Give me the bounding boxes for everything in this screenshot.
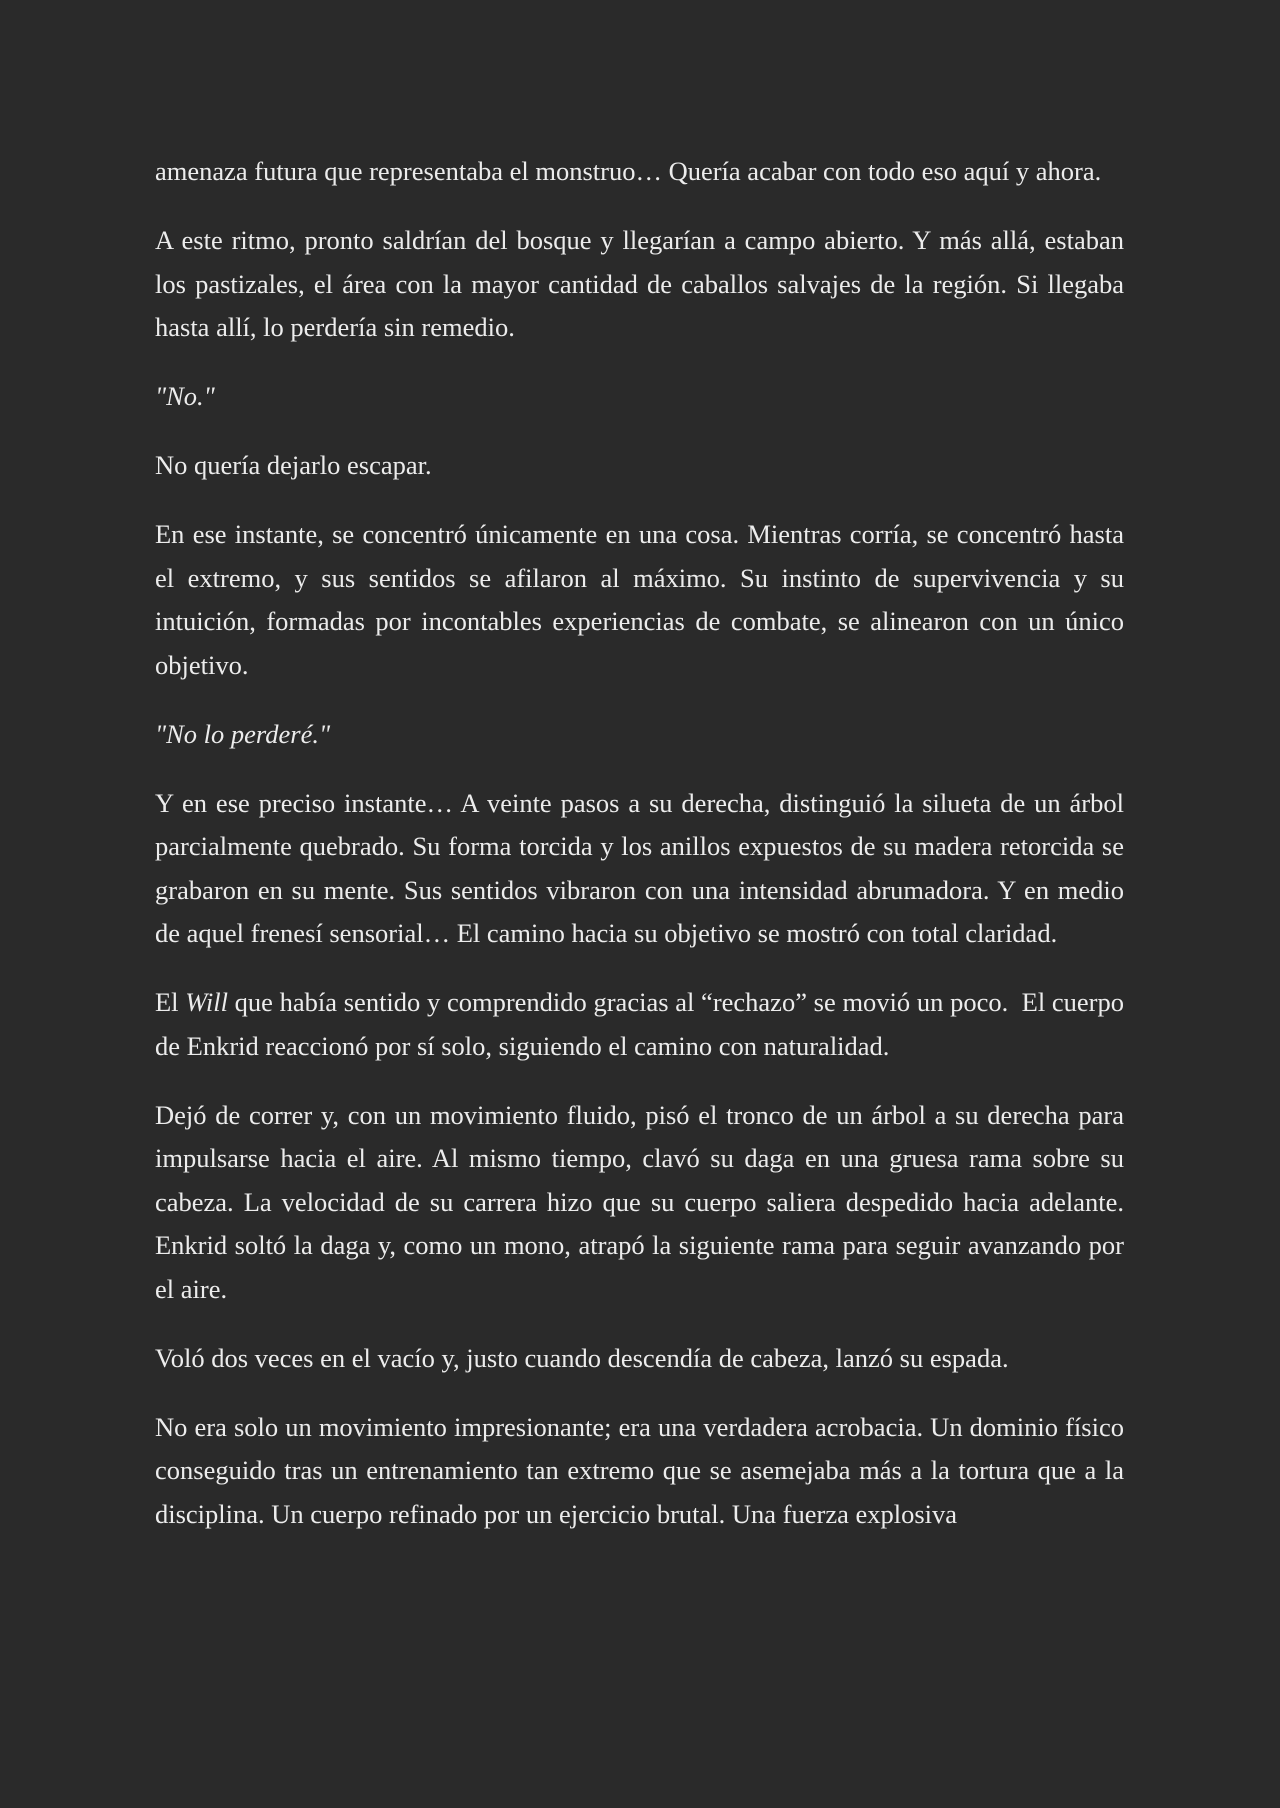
paragraph-8-rest: que había sentido y comprendido gracias al “rechazo” se movió un poco. El cuerpo de Enkrid reaccionó por sí solo, siguiendo el camino con naturalidad. <box>155 987 1131 1061</box>
dialogue-no-lo-perdere: "No lo perderé." <box>155 718 331 749</box>
paragraph-4: No quería dejarlo escapar. <box>155 450 432 480</box>
paragraph-8-start: El <box>155 987 186 1017</box>
paragraph-11: No era solo un movimiento impresionante; era una verdadera acrobacia. Un dominio físico conseguido tras un entrenamiento tan extremo que se asemejaba más a la tortura que a la disciplina. Un cuerpo refinado por un ejercicio brutal. Una fuerza explosiva <box>155 1411 1124 1529</box>
paragraph-7: Y en ese preciso instante… A veinte pasos a su derecha, distinguió la silueta de un árbol parcialmente quebrado. Su forma torcida y los anillos expuestos de su madera retorcida se grabaron en su mente. Sus sentidos vibraron con una intensidad abrumadora. Y en medio de aquel frenesí sensorial… El camino hacia su objetivo se mostró con total claridad. <box>155 787 1124 948</box>
document-page <box>155 150 1131 1562</box>
paragraph-2: A este ritmo, pronto saldrían del bosque y llegarían a campo abierto. Y más allá, estaban los pastizales, el área con la mayor cantidad de caballos salvajes de la región. Si llegaba hasta allí, lo perdería sin remedio. <box>155 225 1124 342</box>
paragraph-1: amenaza futura que representaba el monstruo… Quería acabar con todo eso aquí y ahora. <box>155 156 1102 186</box>
paragraph-9: Dejó de correr y, con un movimiento fluido, pisó el tronco de un árbol a su derecha para impulsarse hacia el aire. Al mismo tiempo, clavó su daga en una gruesa rama sobre su cabeza. La velocidad de su carrera hizo que su cuerpo saliera despedido hacia adelante. Enkrid soltó la daga y, como un mono, atrapó la siguiente rama para seguir avanzando por el aire. <box>155 1099 1124 1304</box>
paragraph-8 <box>155 981 1131 1068</box>
paragraph-5: En ese instante, se concentró únicamente en una cosa. Mientras corría, se concentró hasta el extremo, y sus sentidos se afilaron al máximo. Su instinto de supervivencia y su intuición, formadas por incontables experiencias de combate, se alinearon con un único objetivo. <box>155 519 1124 680</box>
paragraph-10: Voló dos veces en el vacío y, justo cuando descendía de cabeza, lanzó su espada. <box>155 1342 1009 1373</box>
dialogue-no: "No." <box>155 381 215 411</box>
will-emphasis: Will <box>185 987 228 1017</box>
